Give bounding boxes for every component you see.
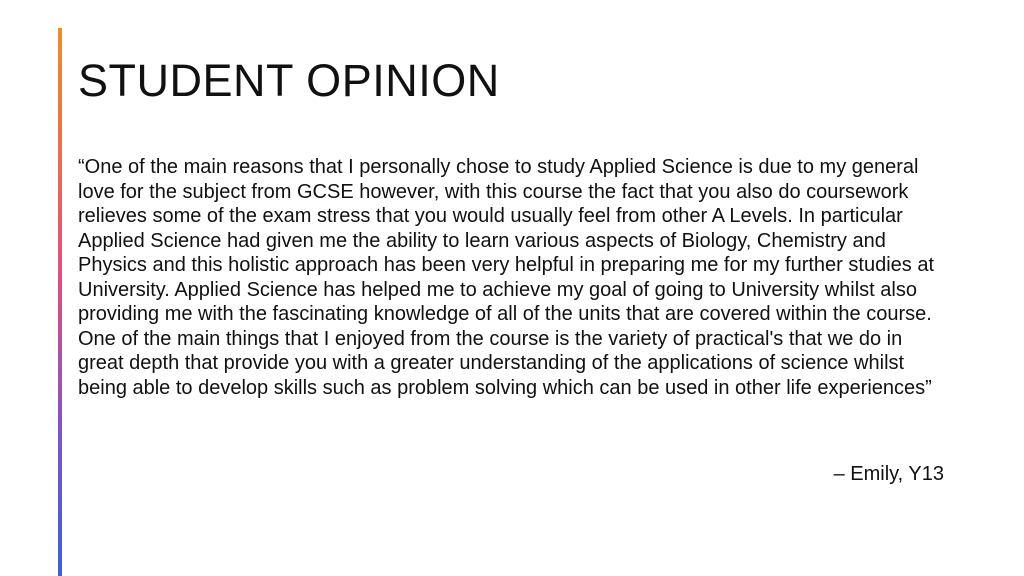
accent-bar: [58, 28, 62, 576]
quote-attribution: – Emily, Y13: [833, 463, 944, 485]
student-quote: “One of the main reasons that I personally chose to study Applied Science is due to my general love for the subject from GCSE however, with this course the fact that you also do coursework relieves some of the exam stress that you would usually feel from other A Levels. In particular Applied Science had given me the ability to learn various aspects of Biology, Chemistry and Physics and this holistic approach has been very helpful in preparing me for my further studies at University. Applied Science has helped me to achieve my goal of going to University whilst also providing me with the fascinating knowledge of all of the units that are covered within the course. One of the main things that I enjoyed from the course is the variety of practical's that we do in great depth that provide you with a greater understanding of the applications of science whilst being able to develop skills such as problem solving which can be used in other life experiences”: [78, 156, 934, 399]
slide-title: STUDENT OPINION: [78, 55, 500, 106]
